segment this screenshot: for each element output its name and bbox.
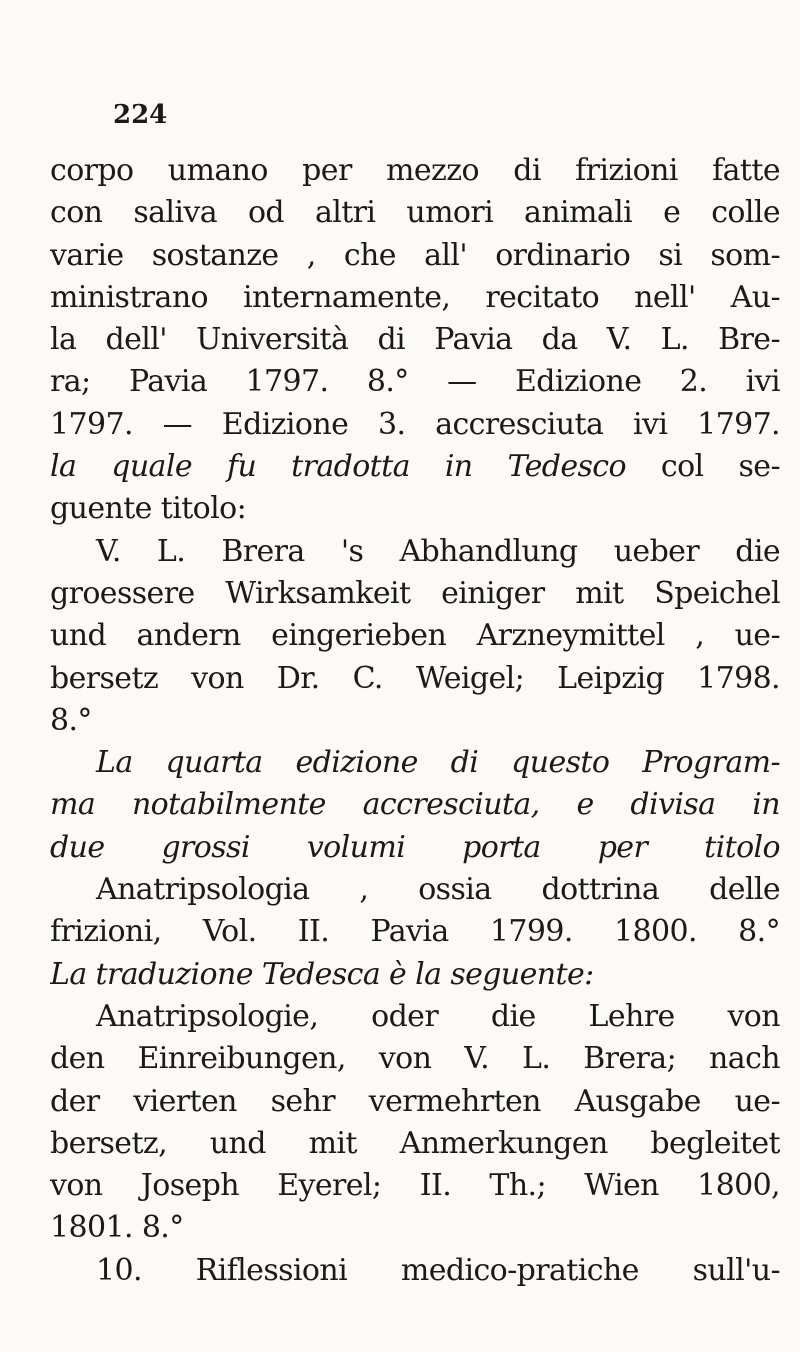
text-line: groessere Wirksamkeit einiger mit Speichel [50, 575, 780, 611]
text-line: 1801. 8.° [50, 1210, 184, 1246]
text-line: den Einreibungen, von V. L. Brera; nach [50, 1041, 780, 1077]
text-line: V. L. Brera 's Abhandlung ueber die [96, 533, 780, 569]
text-line: frizioni, Vol. II. Pavia 1799. 1800. 8.° [50, 914, 780, 950]
text-line: ra; Pavia 1797. 8.° — Edizione 2. ivi [50, 364, 780, 400]
text-line: guente titolo: [50, 491, 247, 527]
text-line: due grossi volumi porta per titolo [50, 829, 780, 865]
text-line: corpo umano per mezzo di frizioni fatte [50, 153, 780, 188]
text-line: ministrano internamente, recitato nell' Au- [50, 279, 780, 315]
text-line: bersetz, und mit Anmerkungen begleitet [50, 1125, 780, 1161]
text-line: La traduzione Tedesca è la seguente: [50, 956, 594, 992]
text-line: varie sostanze , che all' ordinario si som- [50, 237, 780, 273]
body-text [50, 150, 780, 1292]
text-line: 1797. — Edizione 3. accresciuta ivi 1797. [50, 406, 780, 442]
text-line: bersetz von Dr. C. Weigel; Leipzig 1798. [50, 660, 780, 696]
text-line: der vierten sehr vermehrten Ausgabe ue- [50, 1083, 780, 1119]
text-line-mixed-italic: la quale fu tradotta in Tedesco col se- [50, 449, 780, 485]
text-line: ma notabilmente accresciuta, e divisa in [50, 787, 780, 823]
italic-phrase: la quale fu tradotta in Tedesco [50, 449, 626, 485]
text-line: Anatripsologie, oder die Lehre von [96, 998, 780, 1034]
text-line: von Joseph Eyerel; II. Th.; Wien 1800, [50, 1168, 780, 1204]
text-line: La quarta edizione di questo Program- [96, 745, 780, 781]
text-line: con saliva od altri umori animali e colle [50, 195, 780, 231]
text-line: 10. Riflessioni medico-pratiche sull'u- [96, 1252, 780, 1288]
text-line: Anatripsologia , ossia dottrina delle [96, 872, 780, 908]
text-line: 8.° [50, 702, 92, 738]
text-line: und andern eingerieben Arzneymittel , ue- [50, 618, 780, 654]
text-line: la dell' Università di Pavia da V. L. Bre- [50, 322, 780, 358]
page-number: 224 [113, 100, 168, 130]
